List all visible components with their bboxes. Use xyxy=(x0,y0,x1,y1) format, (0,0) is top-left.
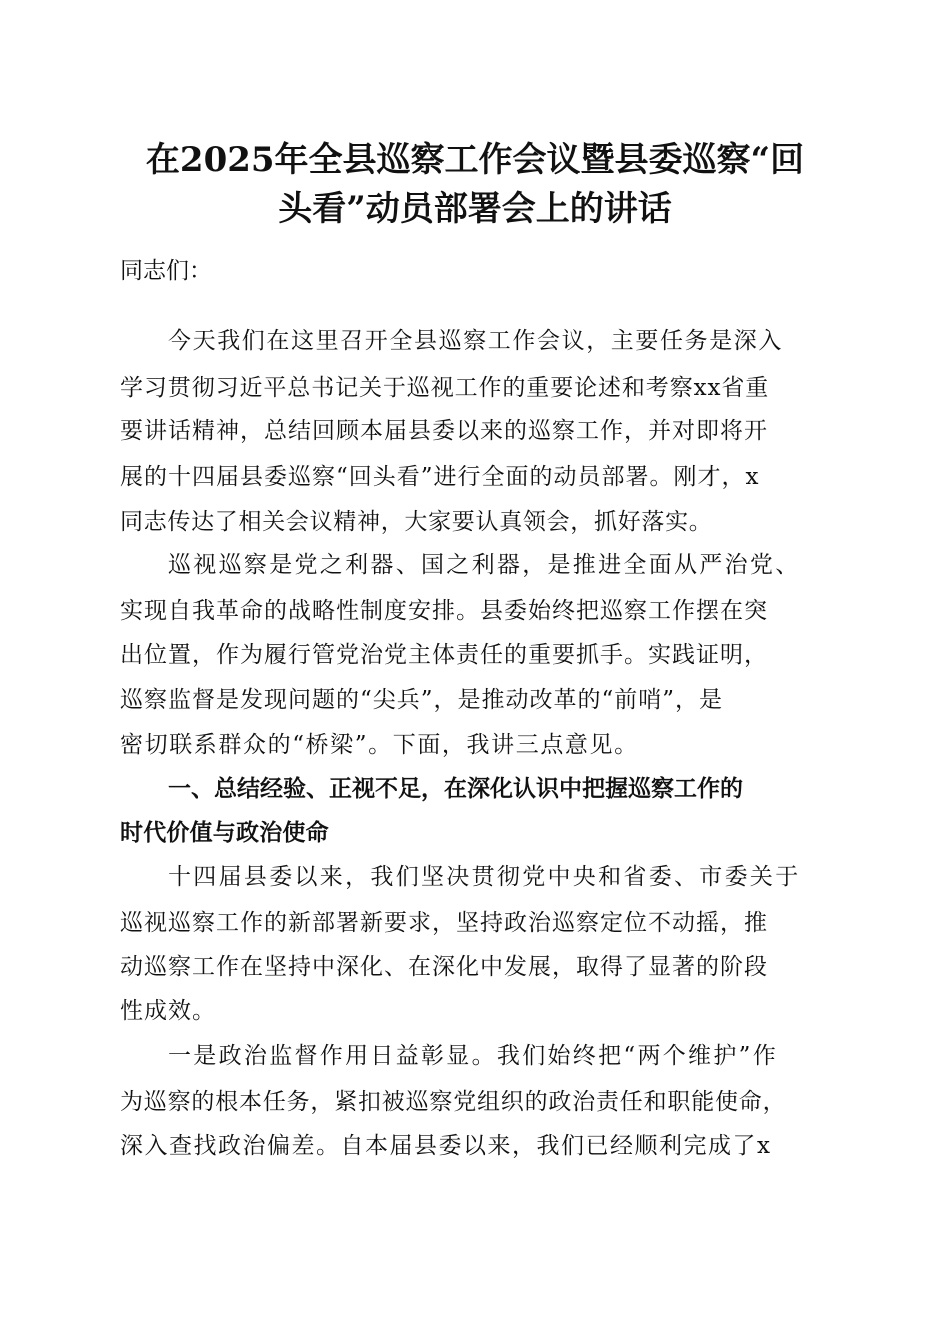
section-heading-line-2: 时代价值与政治使命 xyxy=(120,820,329,846)
body-line: 深入查找政治偏差。自本届县委以来，我们已经顺利完成了x xyxy=(120,1133,772,1159)
body-line: 出位置，作为履行管党治党主体责任的重要抓手。实践证明， xyxy=(120,642,768,668)
body-line: 展的十四届县委巡察“回头看”进行全面的动员部署。刚才，x xyxy=(120,464,760,490)
title-line-1: 在2025年全县巡察工作会议暨县委巡察“回 xyxy=(145,140,805,180)
body-line: 学习贯彻习近平总书记关于巡视工作的重要论述和考察xx省重 xyxy=(120,375,770,401)
section-heading-line-1: 一、总结经验、正视不足，在深化认识中把握巡察工作的 xyxy=(168,776,743,802)
body-line: 要讲话精神，总结回顾本届县委以来的巡察工作，并对即将开 xyxy=(120,418,768,444)
body-line: 今天我们在这里召开全县巡察工作会议，主要任务是深入 xyxy=(168,328,783,354)
salutation: 同志们： xyxy=(120,258,212,284)
body-line: 巡视巡察工作的新部署新要求，坚持政治巡察定位不动摇，推 xyxy=(120,910,768,936)
document-title xyxy=(100,136,850,234)
body-line: 巡察监督是发现问题的“尖兵”，是推动改革的“前哨”，是 xyxy=(120,687,724,713)
body-line: 为巡察的根本任务，紧扣被巡察党组织的政治责任和职能使命， xyxy=(120,1089,787,1115)
body-line: 同志传达了相关会议精神，大家要认真领会，抓好落实。 xyxy=(120,509,713,535)
body-line: 巡视巡察是党之利器、国之利器，是推进全面从严治党、 xyxy=(168,552,801,578)
body-line: 动巡察工作在坚持中深化、在深化中发展，取得了显著的阶段 xyxy=(120,954,768,980)
body-line: 一是政治监督作用日益彰显。我们始终把“两个维护”作 xyxy=(168,1043,779,1069)
body-line: 实现自我革命的战略性制度安排。县委始终把巡察工作摆在突 xyxy=(120,598,768,624)
body-line: 十四届县委以来，我们坚决贯彻党中央和省委、市委关于 xyxy=(168,864,801,890)
body-line: 密切联系群众的“桥梁”。下面，我讲三点意见。 xyxy=(120,732,639,758)
title-line-2: 头看”动员部署会上的讲话 xyxy=(278,189,672,229)
body-line: 性成效。 xyxy=(120,998,216,1024)
